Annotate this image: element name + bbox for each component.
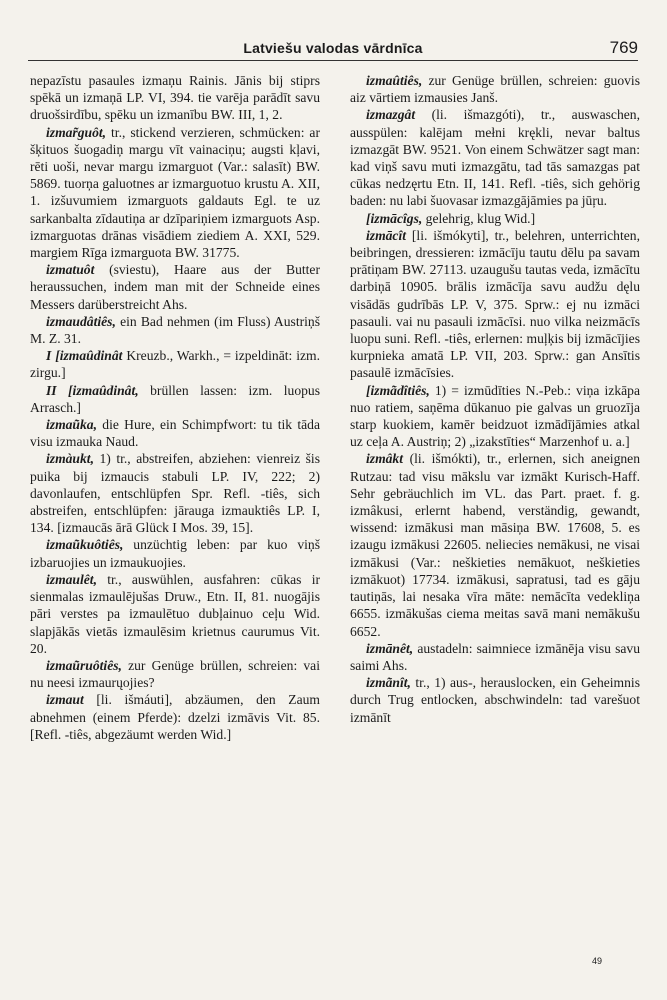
entry-text: austadeln: saimniece izmānēja visu savu saimi Ahs. bbox=[350, 640, 640, 673]
dictionary-entry bbox=[30, 261, 320, 313]
running-title: Latviešu valodas vārdnīca bbox=[243, 40, 423, 56]
entry-text: [li. išmókyti], tr., belehren, unterrichten, beibringen, dressieren: izmācīju tautu dēlu pa savam prātiņam BW. 27113. uzaugušu tautas veda, izmācītu darbiņā 10905. brālis izmācīja savu audžu dęlu visādās gudrībās LP. V, 375. Sprw.: ej nu izmāci pasauli. vai nu pasauli izmācīsi. nuo vilka neizmācīs luopu suni. Refl. -tiês, erlernen: muļķis bij izmācījies kurpnieka amatā LP. VII, 203. Sprw.: gan Ansītis pasaulē izmācīsies. bbox=[350, 227, 640, 381]
entry-text: nepazīstu pasaules izmaņu Rainis. Jānis bij stiprs spēkā un izmaņā LP. VI, 394. tie varēja parādīt savu druošsirdību, spēku un izmanību BW. III, 1, 2. bbox=[30, 73, 320, 123]
entry-text: (li. išmókti), tr., erlernen, sich aneignen Rutzau: tad visu mākslu var izmākt Kurisch-Haff. Sehr gebräuchlich im VL. das Part. praet. f. g. izmâkusi, erlernt habend, verständig, gewandt, wissend: izmākusi man māsiņa BW. 17608, 5. es izaugu izmākusi 22605. neliecies nemākusi, ne visai izmākusi (Var.: neškieties nemākuot, neškieties izmākuot) 17734. izmākusi, sapratusi, tad es gāju tautiņās, lai nesaka vīra māte: nemācīta vedekliņa 6655. izmākušas ciema meitas savā mani nemākušu 6652. bbox=[350, 451, 640, 639]
dictionary-entry bbox=[30, 72, 320, 124]
headword: izmâkt bbox=[366, 451, 404, 467]
dictionary-entry bbox=[350, 382, 640, 451]
dictionary-entry bbox=[350, 450, 640, 639]
entry-text: (sviestu), Haare aus der Butter heraussuchen, indem man mit der Schneide eines Messers darüberstreicht Ahs. bbox=[30, 262, 320, 312]
entry-text: zur Genüge brüllen, schreien: vai nu neesi izmaurųojies? bbox=[30, 657, 320, 691]
dictionary-entry bbox=[30, 124, 320, 262]
headword: [izmãdîtiês, bbox=[366, 382, 430, 398]
entry-text: 1) = izmūdīties N.-Peb.: viņa izkāpa nuo ratiem, saņēma dūkanuo pie galvas un gruozīja starp kuokiem, kamēr beidzuot izmādījāmies atkal uz ceļa A. Austriņ; 2) „izakstīties“ Marzenhof u. a.] bbox=[350, 382, 640, 450]
headword: izmānêt, bbox=[366, 640, 414, 656]
dictionary-entry bbox=[30, 313, 320, 347]
entry-text: tr., stickend verzieren, schmücken: ar šķituos šuogadiņ margu vīt vainaciņu; augsti kļavi, rēti uoši, nevar margu izmarguot (Var.: salasīt) BW. 5869. tuorņa galuotnes ar izmarguotuo krustu A. XII, 1. izšuvumiem izmarguots galdauts Egl. te uz sarkanbalta zīdautiņa ar dzīpariņiem izmarguots Asp. izmarguotas drānas visādiem ziediem A. XXI, 529. margiem Rīga izmarguota BW. 31775. bbox=[30, 124, 320, 261]
entry-text: ein Bad nehmen (im Fluss) Austriņš M. Z. 31. bbox=[30, 313, 320, 347]
dictionary-entry bbox=[350, 106, 640, 209]
dictionary-entry bbox=[30, 416, 320, 450]
headword: [izmācîgs, bbox=[366, 210, 423, 226]
entry-text: unzüchtig leben: par kuo viņš izbaruojies un izmaukuojies. bbox=[30, 537, 320, 570]
page-number: 769 bbox=[609, 38, 638, 57]
entry-text: tr., 1) aus-, herauslocken, ein Geheimnis durch Trug entlocken, abschwindeln: tad varešuot izmānīt bbox=[350, 675, 640, 725]
dictionary-entry bbox=[30, 382, 320, 416]
dictionary-entry bbox=[350, 674, 640, 726]
entry-text: zur Genüge brüllen, schreien: guovis aiz vārtiem izmausies Janš. bbox=[350, 73, 640, 106]
headword: izmācît bbox=[366, 227, 407, 243]
entry-text: die Hure, ein Schimpfwort: tu tik tāda visu izmauka Naud. bbox=[30, 417, 320, 450]
headword: izmaũka, bbox=[46, 417, 97, 433]
dictionary-entry bbox=[30, 657, 320, 691]
dictionary-entry bbox=[350, 640, 640, 674]
right-column bbox=[350, 72, 640, 922]
headword: izmàukt, bbox=[46, 451, 94, 467]
entry-text: Kreuzb., Warkh., = izpeldināt: izm. zirgu.] bbox=[30, 348, 320, 381]
headword: izmatuôt bbox=[46, 262, 95, 278]
headword: izmãnît, bbox=[366, 675, 411, 691]
signature-mark: 49 bbox=[592, 956, 603, 966]
dictionary-entry bbox=[350, 227, 640, 382]
dictionary-entry bbox=[30, 691, 320, 743]
headword: izmaudâtiês, bbox=[46, 313, 116, 329]
headword: izmaũruôtiês, bbox=[46, 657, 122, 673]
dictionary-entry bbox=[350, 72, 640, 106]
dictionary-entry bbox=[350, 210, 640, 227]
entry-text: gelehrig, klug Wid.] bbox=[422, 210, 536, 226]
entry-text: (li. išmazgóti), tr., auswaschen, ausspülen: kalējam mełni krękli, nevar baltus izmazgāt BW. 9521. Von einem Schwätzer sagt man: kad viņš savu muti izmazgātu, tad tās samazgas pat cūkas nedzęrtu Etn. II, 141. Refl. -tiês, sich gehörig baden: nu labi šuovasar izmazgājāmies pa jūŗu. bbox=[350, 107, 640, 209]
left-column bbox=[30, 72, 320, 922]
dictionary-entry bbox=[30, 347, 320, 381]
headword: izmaut bbox=[46, 692, 84, 708]
dictionary-entry bbox=[30, 536, 320, 570]
entry-text: 1) tr., abstreifen, abziehen: vienreiz šis puika bij izmaucis stabuli LP. IV, 222; 2) davonlaufen, entschlüpfen Spr. Refl. -tiês, sich abstreifen, entschlüpfen: jārauga izmauktiês LP. I, 134. [izmaucās ārā Glück I Mos. 39, 15]. bbox=[30, 451, 320, 536]
entry-text: tr., auswühlen, ausfahren: cūkas ir sienmalas izmaulējušas Druw., Etn. II, 81. nuogājis pāri verstes pa izmaulētuo dubļainuo ceļu Wid. slapjākās vietās izmaulēsim krietnus caurumus Vit. 20. bbox=[30, 571, 320, 656]
entry-text: [li. išmáuti], abzäumen, den Zaum abnehmen (einem Pferde): dzelzi izmāvis Vit. 85. [Refl. -tiês, abgezäumt werden Wid.] bbox=[30, 692, 320, 742]
entry-text: brüllen lassen: izm. luopus Arrasch.] bbox=[30, 382, 320, 415]
page-header bbox=[28, 34, 638, 61]
headword: I [izmaûdinât bbox=[46, 348, 123, 364]
headword: izmaũkuôtiês, bbox=[46, 537, 124, 553]
dictionary-entry bbox=[30, 450, 320, 536]
headword: izmaulêt, bbox=[46, 571, 97, 587]
dictionary-entry bbox=[30, 571, 320, 657]
headword: izmazgât bbox=[366, 107, 416, 123]
headword: II [izmaûdinât, bbox=[46, 382, 139, 398]
headword: izmaûtiês, bbox=[366, 73, 423, 88]
headword: izmar̃guôt, bbox=[46, 124, 107, 140]
